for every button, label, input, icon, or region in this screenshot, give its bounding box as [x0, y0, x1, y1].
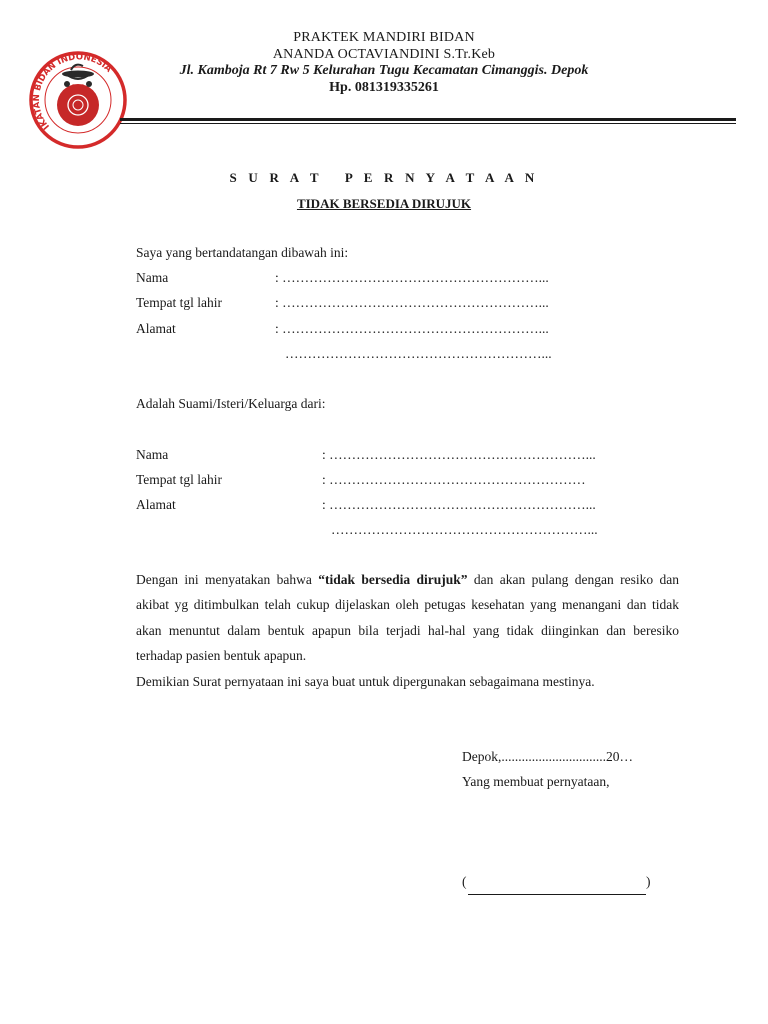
relative-label-address: Alamat: [136, 497, 176, 512]
relative-value-address: : …………………………………………………...: [322, 497, 596, 512]
relative-label-birth: Tempat tgl lahir: [136, 472, 223, 487]
signature-line: [468, 894, 646, 895]
relative-value-birth: : …………………………………………………: [322, 472, 586, 487]
field-value-address: : …………………………………………………...: [275, 321, 549, 336]
relative-value-address-cont: …………………………………………………...: [331, 522, 598, 537]
midwife-name: ANANDA OCTAVIANDINI S.Tr.Keb: [272, 47, 496, 62]
field-value-address-cont: …………………………………………………...: [285, 346, 552, 361]
statement-post: dan akan pulang dengan resiko dan akibat yg ditimbulkan telah cukup dijelaskan oleh petugas kesehatan yang menangani dan tidak akan menuntut dalam bentuk apapun bila terjadi hal-hal yang tidak diinginkan dan beresiko terhadap pasien bentuk apapun.: [136, 572, 679, 663]
statement-paragraph: [136, 567, 679, 668]
field-label-address: Alamat: [136, 321, 176, 336]
header-rule-thin: [120, 123, 736, 124]
clinic-phone: Hp. 081319335261: [329, 80, 439, 95]
field-value-birth: : …………………………………………………...: [275, 295, 549, 310]
clinic-address: Jl. Kamboja Rt 7 Rw 5 Kelurahan Tugu Kecamatan Cimanggis. Depok: [179, 63, 589, 78]
field-label-name: Nama: [136, 270, 169, 285]
signature-open-paren: (: [462, 874, 467, 889]
statement-emphasis: “tidak bersedia dirujuk”: [318, 572, 468, 587]
clinic-type: PRAKTEK MANDIRI BIDAN: [293, 30, 475, 45]
place-date: Depok,...............................20…: [462, 749, 633, 764]
document-title: S U R A T P E R N Y A T A A N: [229, 170, 539, 185]
signer-caption: Yang membuat pernyataan,: [462, 774, 610, 789]
section1-intro: Saya yang bertandatangan dibawah ini:: [136, 245, 349, 260]
field-value-name: : …………………………………………………...: [275, 270, 549, 285]
header-rule-thick: [120, 118, 736, 121]
closing-sentence: Demikian Surat pernyataan ini saya buat untuk dipergunakan sebagaimana mestinya.: [136, 674, 595, 689]
relative-value-name: : …………………………………………………...: [322, 447, 596, 462]
statement-pre: Dengan ini menyatakan bahwa: [136, 572, 319, 587]
section2-intro: Adalah Suami/Isteri/Keluarga dari:: [136, 396, 326, 411]
document-subtitle: TIDAK BERSEDIA DIRUJUK: [296, 196, 472, 211]
relative-label-name: Nama: [136, 447, 169, 462]
signature-close-paren: ): [646, 874, 651, 889]
logo-ring-text: IKATAN BIDAN INDONESIA: [31, 52, 114, 132]
field-label-birth: Tempat tgl lahir: [136, 295, 223, 310]
